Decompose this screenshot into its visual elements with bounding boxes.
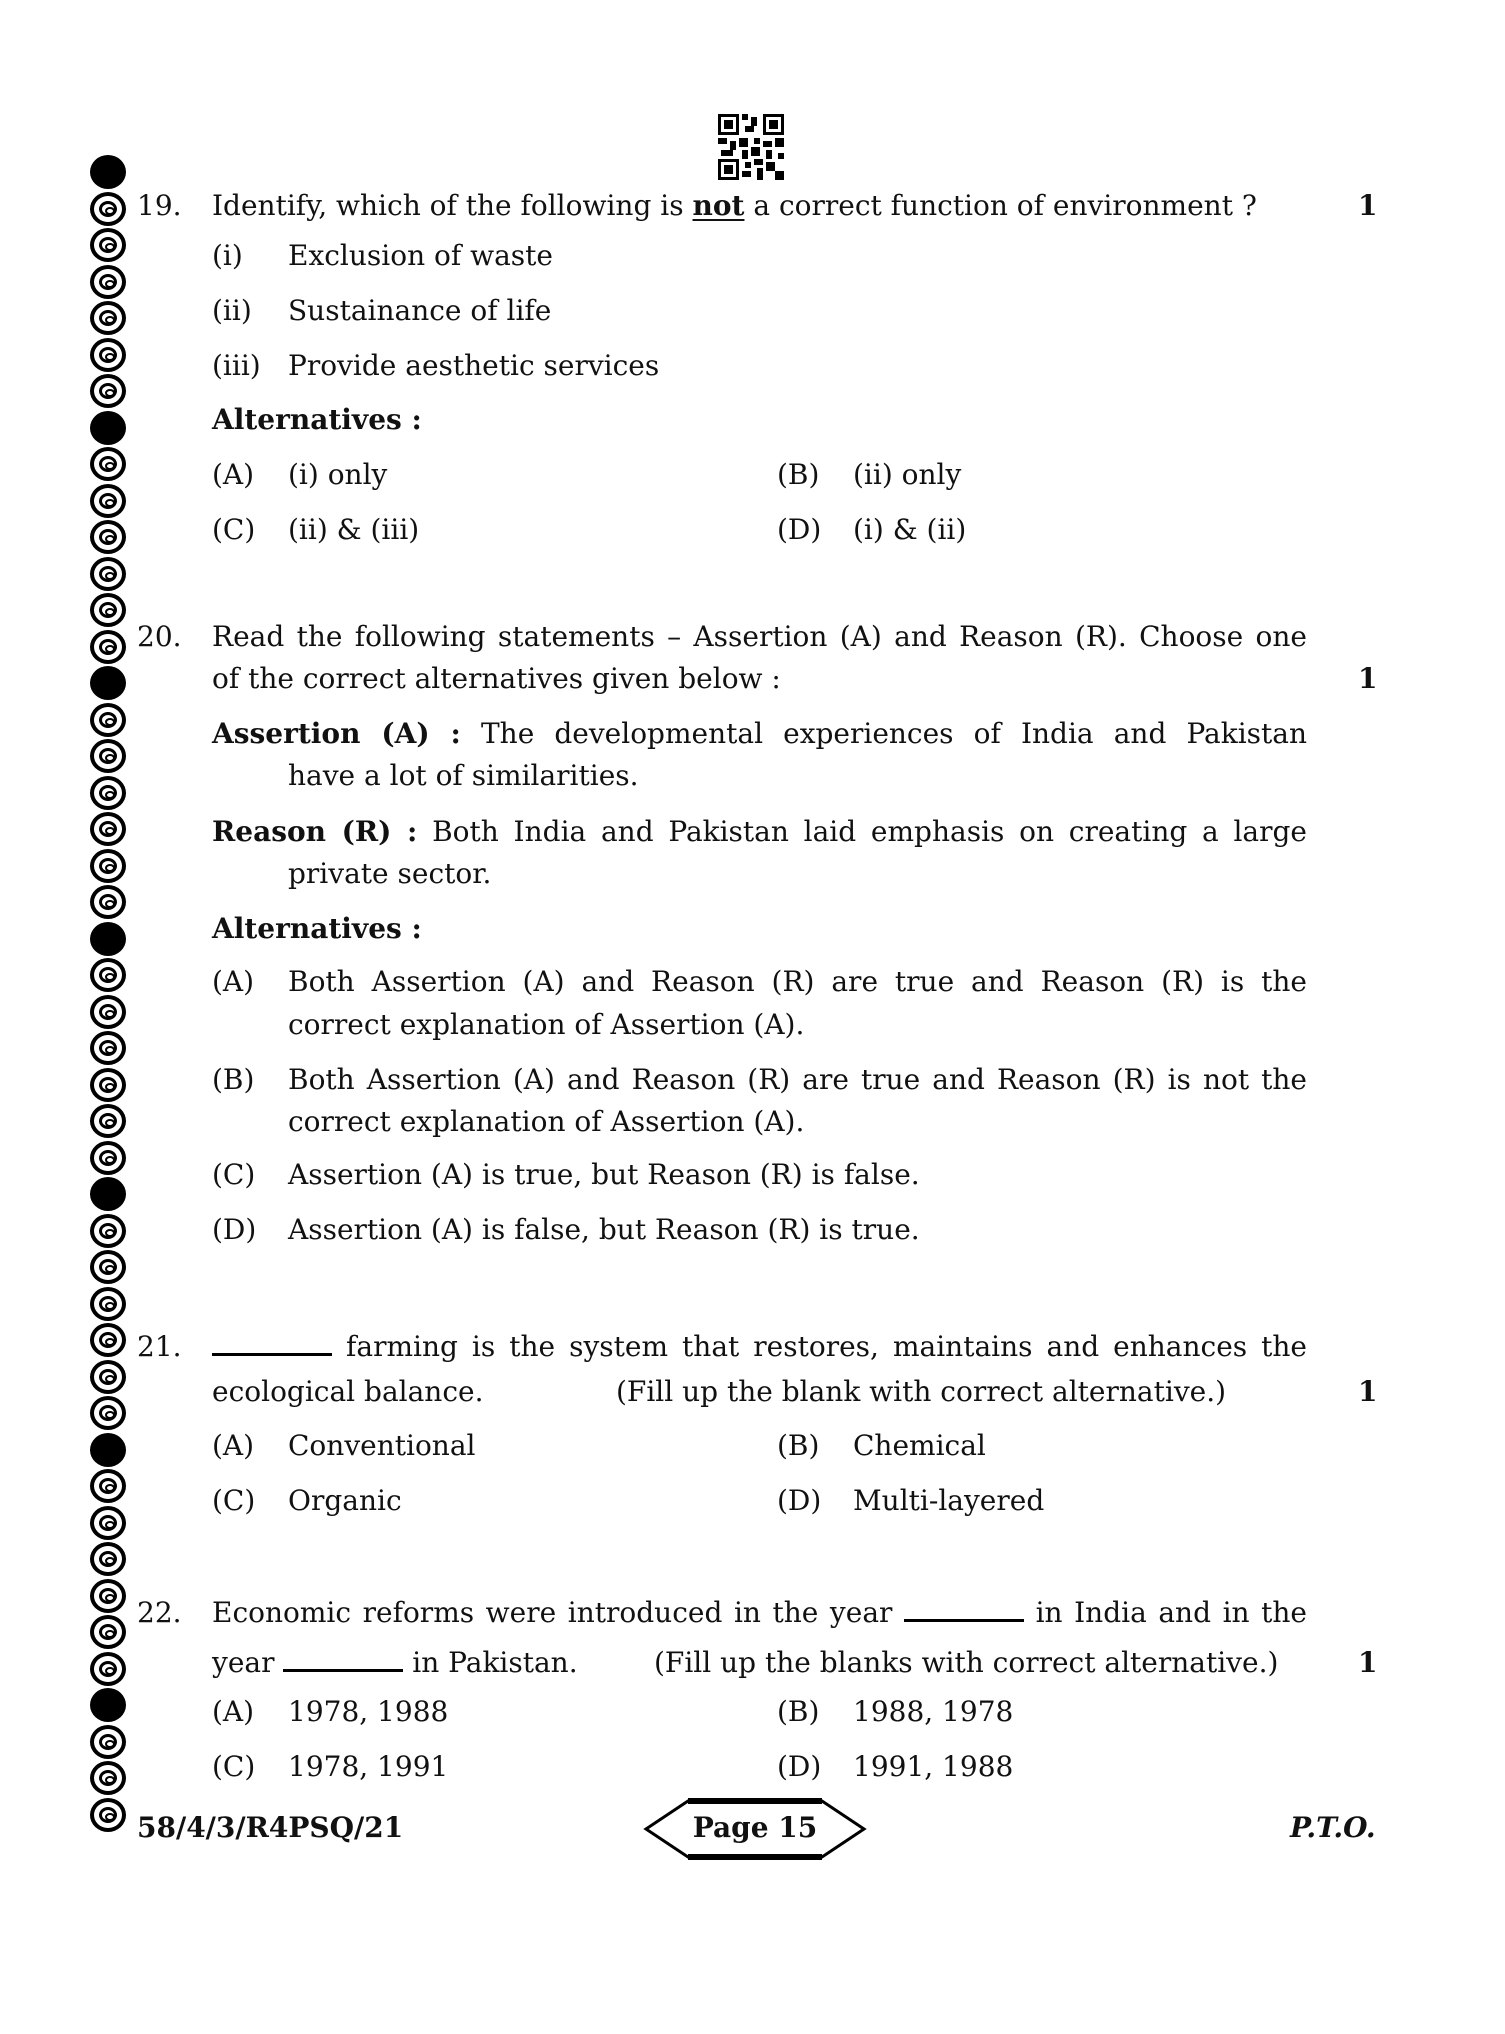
option-label: (A) — [212, 458, 255, 491]
concentric-ring-icon — [90, 557, 126, 591]
stem-text: in India and in the — [1035, 1596, 1308, 1629]
concentric-ring-icon — [90, 447, 126, 481]
question-marks: 1 — [1358, 1646, 1378, 1679]
item-text: Sustainance of life — [288, 294, 552, 327]
concentric-ring-icon — [90, 1798, 126, 1832]
option-label: (D) — [777, 1484, 822, 1517]
concentric-ring-icon — [90, 1725, 126, 1759]
stem-emphasis: not — [692, 189, 745, 222]
question-number: 19. — [137, 189, 182, 222]
option-label: (A) — [212, 1695, 255, 1728]
item-label: (i) — [212, 239, 243, 272]
stem-text: Economic reforms were introduced in the year — [212, 1596, 893, 1629]
option-label: (A) — [212, 965, 255, 998]
reason-label: Reason (R) : — [212, 815, 418, 848]
option-text: Assertion (A) is true, but Reason (R) is false. — [288, 1158, 920, 1191]
reason-text: Both India and Pakistan laid emphasis on creating a large — [432, 815, 1307, 848]
concentric-ring-icon — [90, 374, 126, 408]
concentric-ring-icon — [90, 1396, 126, 1430]
instruction-text: (Fill up the blanks with correct alternative.) — [654, 1646, 1279, 1679]
concentric-ring-icon — [90, 958, 126, 992]
assertion-statement — [212, 717, 1307, 751]
concentric-ring-icon — [90, 520, 126, 554]
concentric-ring-icon — [90, 338, 126, 372]
question-number: 22. — [137, 1596, 182, 1629]
option-label: (B) — [777, 1695, 820, 1728]
option-text: (i) only — [288, 458, 388, 491]
question-stem — [212, 1330, 1307, 1364]
filled-circle-icon — [90, 1688, 126, 1722]
concentric-ring-icon — [90, 812, 126, 846]
fill-blank — [904, 1597, 1024, 1622]
option-text: correct explanation of Assertion (A). — [288, 1105, 805, 1138]
option-label: (C) — [212, 513, 256, 546]
concentric-ring-icon — [90, 1615, 126, 1649]
option-text: Organic — [288, 1484, 402, 1517]
question-marks: 1 — [1358, 189, 1378, 222]
option-label: (D) — [777, 513, 822, 546]
item-text: Provide aesthetic services — [288, 349, 660, 382]
assertion-text: have a lot of similarities. — [288, 759, 639, 792]
stem-text: year — [212, 1646, 275, 1679]
concentric-ring-icon — [90, 1542, 126, 1576]
question-stem: of the correct alternatives given below : — [212, 662, 781, 695]
stem-text: in Pakistan. — [412, 1646, 578, 1679]
concentric-ring-icon — [90, 301, 126, 335]
fill-blank — [212, 1331, 332, 1356]
filled-circle-icon — [90, 155, 126, 189]
concentric-ring-icon — [90, 1652, 126, 1686]
assertion-text: The developmental experiences of India and Pakistan — [480, 717, 1308, 750]
paper-code: 58/4/3/R4PSQ/21 — [137, 1811, 404, 1844]
concentric-ring-icon — [90, 1323, 126, 1357]
concentric-ring-icon — [90, 703, 126, 737]
item-label: (iii) — [212, 349, 261, 382]
please-turn-over: P.T.O. — [1290, 1811, 1376, 1844]
option-label: (D) — [777, 1750, 822, 1783]
question-marks: 1 — [1358, 1375, 1378, 1408]
concentric-ring-icon — [90, 1104, 126, 1138]
instruction-text: (Fill up the blank with correct alternative.) — [616, 1375, 1227, 1408]
reason-statement — [212, 815, 1307, 849]
page-number: Page 15 — [692, 1811, 818, 1844]
qr-code-icon — [718, 114, 784, 180]
question-stem: ecological balance. — [212, 1375, 484, 1408]
concentric-ring-icon — [90, 630, 126, 664]
concentric-ring-icon — [90, 1287, 126, 1321]
option-text: Multi-layered — [853, 1484, 1045, 1517]
concentric-ring-icon — [90, 1761, 126, 1795]
option-label: (D) — [212, 1213, 257, 1246]
concentric-ring-icon — [90, 484, 126, 518]
option-label: (C) — [212, 1750, 256, 1783]
option-text: Assertion (A) is false, but Reason (R) is true. — [288, 1213, 920, 1246]
alternatives-heading: Alternatives : — [212, 403, 422, 436]
concentric-ring-icon — [90, 1506, 126, 1540]
concentric-ring-icon — [90, 1360, 126, 1394]
filled-circle-icon — [90, 922, 126, 956]
filled-circle-icon — [90, 411, 126, 445]
question-stem — [212, 1596, 1307, 1630]
reason-text: private sector. — [288, 857, 492, 890]
question-stem — [212, 189, 1257, 223]
option-text: Both Assertion (A) and Reason (R) are true and Reason (R) is the — [288, 965, 1307, 998]
option-text: Conventional — [288, 1429, 476, 1462]
option-label: (B) — [212, 1063, 255, 1096]
alternatives-heading: Alternatives : — [212, 912, 422, 945]
option-label: (C) — [212, 1484, 256, 1517]
page-number-badge — [643, 1798, 867, 1860]
question-stem — [212, 1646, 578, 1680]
concentric-ring-icon — [90, 739, 126, 773]
option-text: (i) & (ii) — [853, 513, 967, 546]
filled-circle-icon — [90, 1433, 126, 1467]
stem-text: a correct function of environment ? — [744, 189, 1257, 222]
option-text: 1991, 1988 — [853, 1750, 1014, 1783]
concentric-ring-icon — [90, 1579, 126, 1613]
concentric-ring-icon — [90, 265, 126, 299]
option-text: (ii) only — [853, 458, 962, 491]
item-text: Exclusion of waste — [288, 239, 553, 272]
question-number: 20. — [137, 620, 182, 653]
concentric-ring-icon — [90, 1469, 126, 1503]
option-label: (B) — [777, 1429, 820, 1462]
concentric-ring-icon — [90, 593, 126, 627]
concentric-ring-icon — [90, 885, 126, 919]
option-text: 1978, 1988 — [288, 1695, 449, 1728]
concentric-ring-icon — [90, 849, 126, 883]
concentric-ring-icon — [90, 1214, 126, 1248]
concentric-ring-icon — [90, 776, 126, 810]
option-text: Chemical — [853, 1429, 986, 1462]
question-stem: Read the following statements – Assertion (A) and Reason (R). Choose one — [212, 620, 1307, 653]
question-marks: 1 — [1358, 662, 1378, 695]
concentric-ring-icon — [90, 1141, 126, 1175]
option-text: 1978, 1991 — [288, 1750, 449, 1783]
option-text: (ii) & (iii) — [288, 513, 420, 546]
item-label: (ii) — [212, 294, 252, 327]
concentric-ring-icon — [90, 192, 126, 226]
filled-circle-icon — [90, 1177, 126, 1211]
concentric-ring-icon — [90, 1068, 126, 1102]
stem-text: farming is the system that restores, maintains and enhances the — [346, 1330, 1308, 1363]
concentric-ring-icon — [90, 995, 126, 1029]
concentric-ring-icon — [90, 1250, 126, 1284]
option-label: (C) — [212, 1158, 256, 1191]
concentric-ring-icon — [90, 228, 126, 262]
margin-ring-strip — [88, 155, 128, 1834]
assertion-label: Assertion (A) : — [212, 717, 461, 750]
concentric-ring-icon — [90, 1031, 126, 1065]
option-label: (A) — [212, 1429, 255, 1462]
option-text: Both Assertion (A) and Reason (R) are true and Reason (R) is not the — [288, 1063, 1307, 1096]
option-label: (B) — [777, 458, 820, 491]
option-text: correct explanation of Assertion (A). — [288, 1008, 805, 1041]
option-text: 1988, 1978 — [853, 1695, 1014, 1728]
stem-text: Identify, which of the following is — [212, 189, 693, 222]
question-number: 21. — [137, 1330, 182, 1363]
filled-circle-icon — [90, 666, 126, 700]
fill-blank — [283, 1647, 403, 1672]
